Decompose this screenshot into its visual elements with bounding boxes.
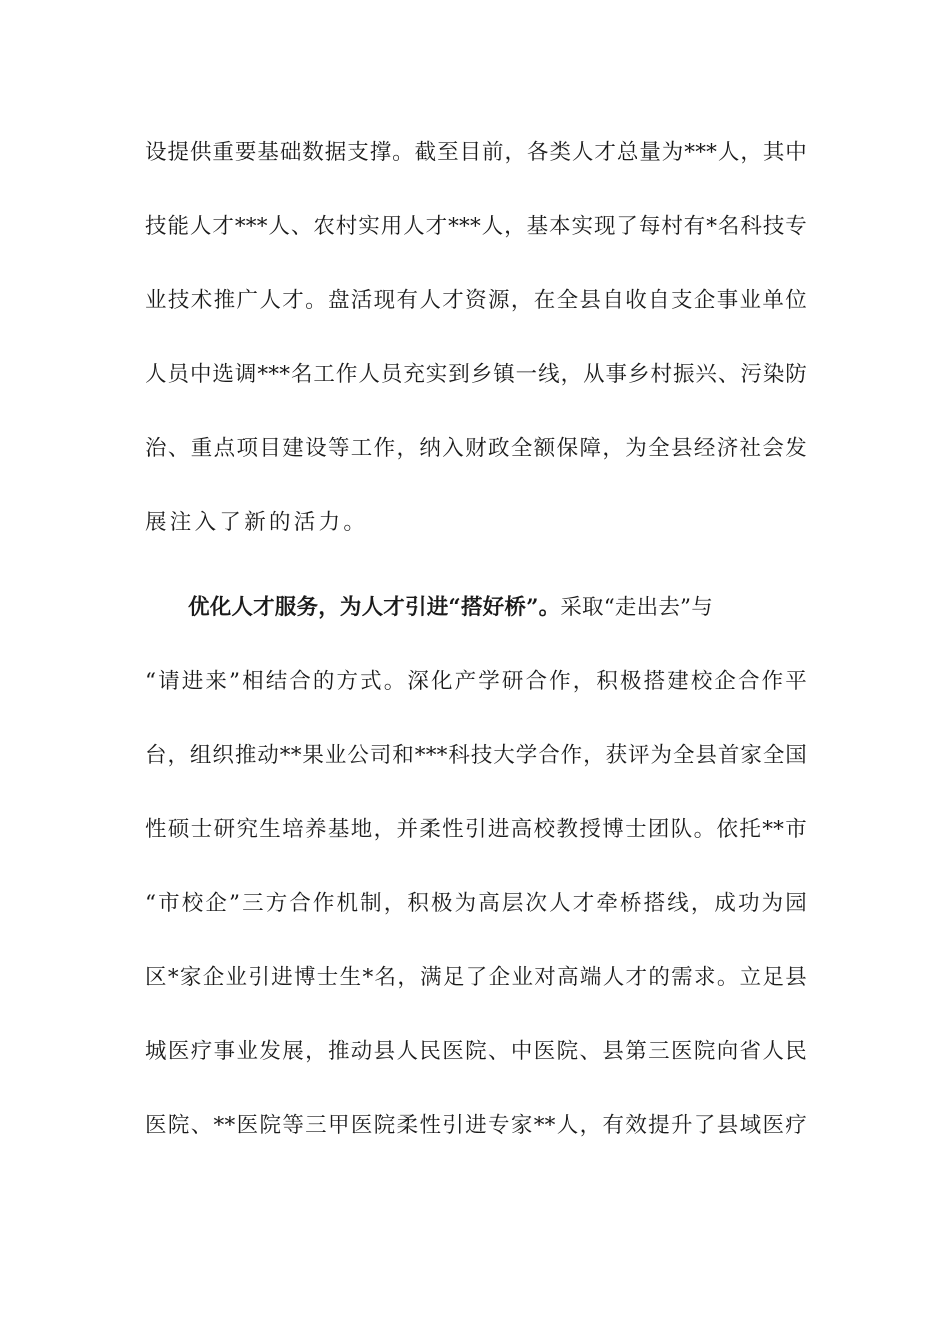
paragraph-first-line <box>188 593 807 623</box>
text-line: 性硕士研究生培养基地，并柔性引进高校教授博士团队。依托**市 <box>145 817 807 842</box>
text-line: 区*家企业引进博士生*名，满足了企业对高端人才的需求。立足县 <box>145 965 807 990</box>
paragraph-text: 采取“走出去”与 <box>560 595 713 620</box>
text-line: 设提供重要基础数据支撑。截至目前，各类人才总量为***人，其中 <box>145 140 807 165</box>
text-line: 治、重点项目建设等工作，纳入财政全额保障，为全县经济社会发 <box>145 436 807 461</box>
text-line: 城医疗事业发展，推动县人民医院、中医院、县第三医院向省人民 <box>145 1039 807 1064</box>
text-line: 医院、**医院等三甲医院柔性引进专家**人，有效提升了县域医疗 <box>145 1113 807 1138</box>
text-line: 技能人才***人、农村实用人才***人，基本实现了每村有*名科技专 <box>145 214 807 239</box>
paragraph-heading: 优化人才服务，为人才引进“搭好桥”。 <box>188 595 561 620</box>
text-line: 展注入了新的活力。 <box>145 510 369 535</box>
text-line: “请进来”相结合的方式。深化产学研合作，积极搭建校企合作平 <box>145 669 807 694</box>
text-line: 业技术推广人才。盘活现有人才资源，在全县自收自支企事业单位 <box>145 288 807 313</box>
text-line: 人员中选调***名工作人员充实到乡镇一线，从事乡村振兴、污染防 <box>145 362 807 387</box>
text-line: “市校企”三方合作机制，积极为高层次人才牵桥搭线，成功为园 <box>145 891 807 916</box>
text-line: 台，组织推动**果业公司和***科技大学合作，获评为全县首家全国 <box>145 743 807 768</box>
